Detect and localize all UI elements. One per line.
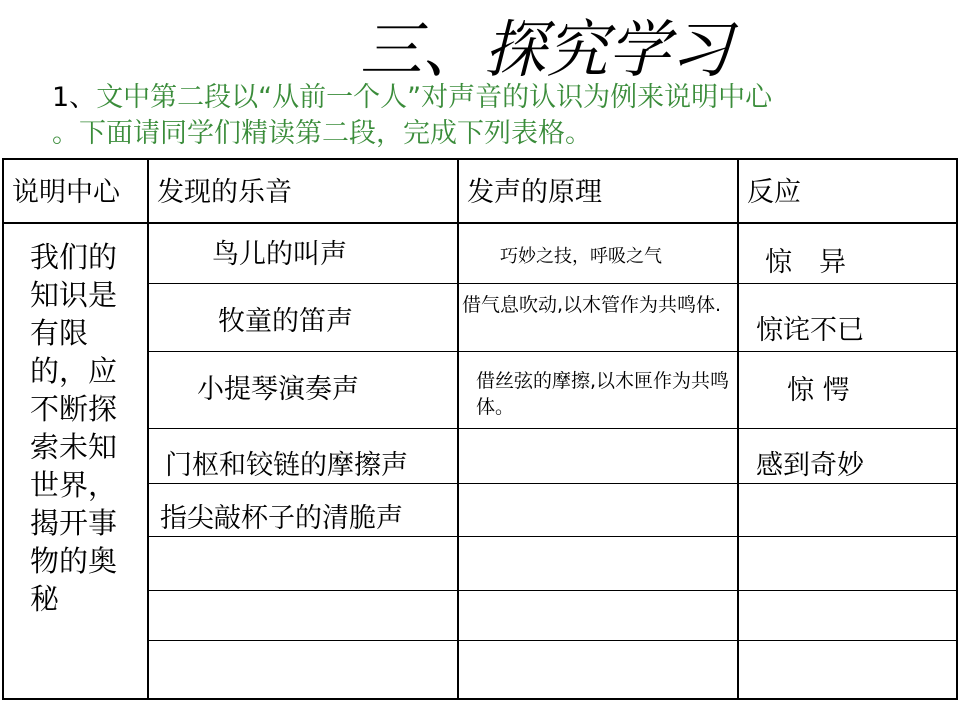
reaction-cell: 感到奇妙 <box>756 450 864 481</box>
reaction-cell: 惊诧不已 <box>756 315 864 346</box>
instruction-text-1: 文中第二段以“从前一个人”对声音的认识为例来说明中心 <box>96 82 773 113</box>
center-idea-cell: 我们的知识是有限的，应不断探索未知世界，揭开事物的奥秘 <box>30 240 118 616</box>
table-border-top <box>2 158 958 160</box>
principle-cell: 巧妙之技，呼吸之气 <box>500 246 662 267</box>
header-cell: 发现的乐音 <box>157 177 292 208</box>
sound-cell: 鸟儿的叫声 <box>212 239 347 270</box>
table-row-line <box>147 640 958 641</box>
principle-cell: 借丝弦的摩擦,以木匣作为共鸣体。 <box>476 370 730 418</box>
table-col-line-3 <box>737 158 739 700</box>
page-title: 三、探究学习 <box>360 13 733 86</box>
table-row-line <box>147 283 958 284</box>
sound-cell: 门枢和铰链的摩擦声 <box>165 450 408 481</box>
reaction-cell: 惊 愕 <box>787 375 850 406</box>
table-row-line <box>147 536 958 537</box>
table-col-line-1 <box>147 158 149 700</box>
table-border-left <box>2 158 4 700</box>
reaction-cell: 惊 异 <box>765 247 846 278</box>
instruction-line-1 <box>52 80 952 116</box>
table-border-bottom <box>2 698 958 700</box>
table-row-line <box>147 590 958 591</box>
table-row-line <box>147 483 958 484</box>
instruction <box>52 80 952 149</box>
principle-cell: 借气息吹动,以木管作为共鸣体. <box>462 294 722 316</box>
sound-cell: 小提琴演奏声 <box>197 374 359 405</box>
header-cell: 反应 <box>747 177 801 208</box>
instruction-number: 1、 <box>52 82 97 113</box>
header-cell: 发声的原理 <box>467 177 602 208</box>
sound-cell: 牧童的笛声 <box>218 306 353 337</box>
table-row-line <box>147 351 958 352</box>
sound-cell: 指尖敲杯子的清脆声 <box>160 503 403 534</box>
header-cell: 说明中心 <box>12 177 120 208</box>
table-border-right <box>956 158 958 700</box>
table-row-line <box>147 428 958 429</box>
table-header-line <box>2 222 958 224</box>
instruction-line-2: 。下面请同学们精读第二段，完成下列表格。 <box>52 118 592 149</box>
table-col-line-2 <box>457 158 459 700</box>
